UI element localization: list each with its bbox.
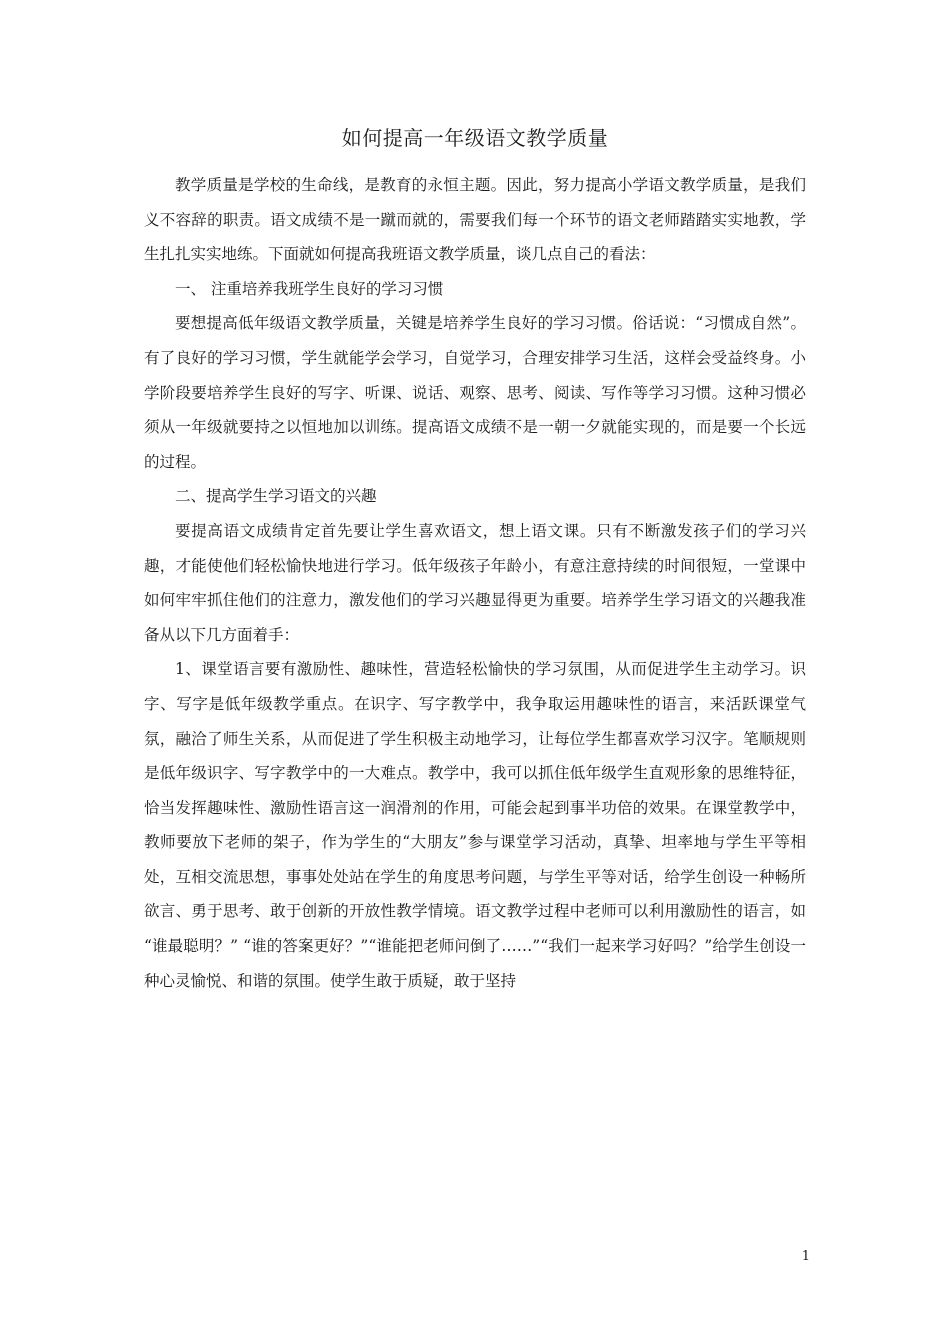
intro-paragraph: 教学质量是学校的生命线，是教育的永恒主题。因此，努力提高小学语文教学质量，是我们义不容辞的职责。语文成绩不是一蹴而就的，需要我们每一个环节的语文老师踏踏实实地教，学生扎扎实实地练。下面就如何提高我班语文教学质量，谈几点自己的看法： [144,176,806,264]
document-body [144,168,806,998]
document-title: 如何提高一年级语文教学质量 [341,126,609,150]
section-2-paragraph: 要提高语文成绩肯定首先要让学生喜欢语文，想上语文课。只有不断激发孩子们的学习兴趣，才能使他们轻松愉快地进行学习。低年级孩子年龄小，有意注意持续的时间很短，一堂课中如何牢牢抓住他们的注意力，激发他们的学习兴趣显得更为重要。培养学生学习语文的兴趣我准备从以下几方面着手： [144,521,806,644]
section-1-paragraph: 要想提高低年级语文教学质量，关键是培养学生良好的学习习惯。俗话说：“习惯成自然”。有了良好的学习习惯，学生就能学会学习，自觉学习，合理安排学习生活，这样会受益终身。小学阶段要培养学生良好的写字、听课、说话、观察、思考、阅读、写作等学习习惯。这种习惯必须从一年级就要持之以恒地加以训练。提高语文成绩不是一朝一夕就能实现的，而是要一个长远的过程。 [144,314,806,471]
page-number: 1 [801,1249,810,1264]
section-heading-2: 二、提高学生学习语文的兴趣 [175,487,377,506]
section-heading-1: 一、 注重培养我班学生良好的学习习惯 [175,279,444,298]
section-2-item-1-paragraph: 1、课堂语言要有激励性、趣味性，营造轻松愉快的学习氛围，从而促进学生主动学习。识字、写字是低年级教学重点。在识字、写字教学中，我争取运用趣味性的语言，来活跃课堂气氛，融洽了师生关系，从而促进了学生积极主动地学习，让每位学生都喜欢学习汉字。笔顺规则是低年级识字、写字教学中的一大难点。教学中，我可以抓住低年级学生直观形象的思维特征，恰当发挥趣味性、激励性语言这一润滑剂的作用，可能会起到事半功倍的效果。在课堂教学中，教师要放下老师的架子，作为学生的“大朋友”参与课堂学习活动，真挚、坦率地与学生平等相处，互相交流思想，事事处处站在学生的角度思考问题，与学生平等对话，给学生创设一种畅所欲言、勇于思考、敢于创新的开放性教学情境。语文教学过程中老师可以利用激励性的语言，如 “谁最聪明？” “谁的答案更好？”“谁能把老师问倒了……”“我们一起来学习好吗？”给学生创设一种心灵愉悦、和谐的氛围。使学生敢于质疑，敢于坚持 [144,660,806,990]
